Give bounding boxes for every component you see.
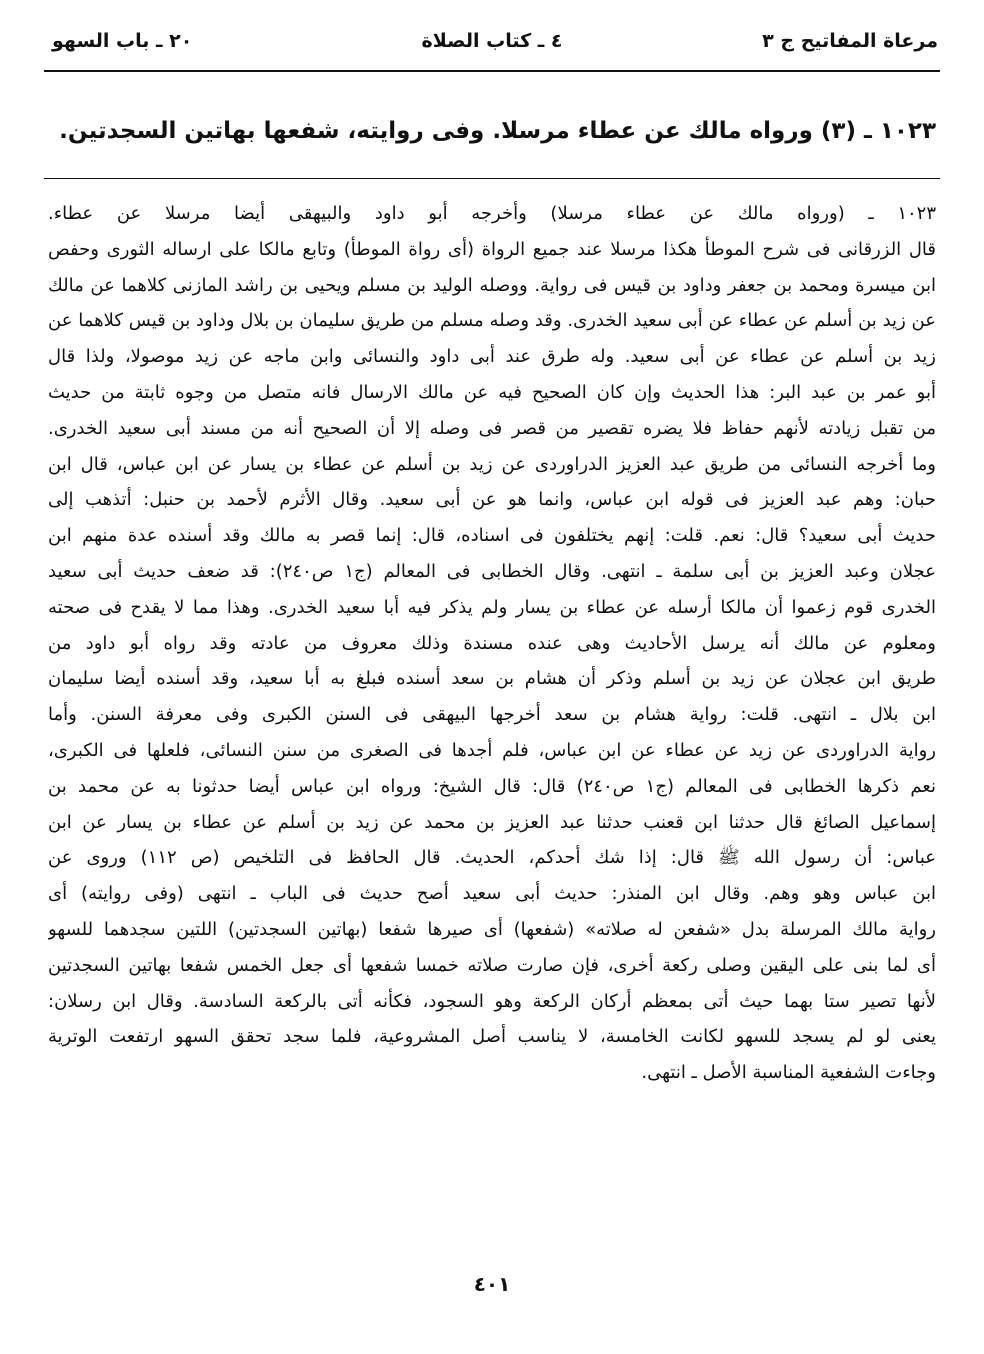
chapter-title: ٤ ـ كتاب الصلاة	[421, 30, 563, 52]
commentary-line: وما أخرجه النسائى من طريق عبد العزيز الدراوردى عن زيد بن أسلم عن عطاء بن يسار عن ابن عباس، قال ابن	[48, 453, 936, 475]
commentary-line: لأنها تصير ستا بهما حيث أتى بمعظم أركان الركعة وهو السجود، فكأنه أتى بالركعة السادسة. وقال ابن رسلان:	[48, 990, 936, 1012]
commentary-line: رواية مالك المرسلة بدل «شفعن له صلاته» (شفعها) أى صيرها شفعا (بهاتين السجدتين) اللتين سجدهما للسهو	[48, 918, 936, 940]
hadith-separator	[44, 178, 940, 179]
hadith-text: ١٠٢٣ ـ (٣) ورواه مالك عن عطاء مرسلا. وفى روايته، شفعها بهاتين السجدتين.	[59, 118, 936, 144]
commentary-line: أى لما بنى على اليقين وصلى ركعة أخرى، فإن صارت صلاته خمسا شفعها أى جعل الخمس شفعا بهاتين السجدتين	[48, 954, 936, 976]
commentary-line: ابن عباس وهو وهم. وقال ابن المنذر: حديث أبى سعيد أصح حديث فى الباب ـ انتهى (وفى روايته) أى	[48, 883, 936, 905]
commentary-line: من تقبل زيادته لأنهم حفاظ فلا يضره تقصير من قصر فى وصله إلا أن الصحيح أنه من مسند أبى سعيد الخدرى.	[48, 417, 936, 439]
commentary-line: طريق ابن عجلان عن زيد بن أسلم وذكر أن هشام بن سعد أسنده فبلغ به أبا سعيد، وقد أسنده أيضا سليمان	[48, 668, 936, 690]
book-page	[44, 18, 940, 1338]
commentary-line: نعم ذكرها الخطابى فى المعالم (ج١ ص٢٤٠) قال: قال الشيخ: ورواه ابن عباس أيضا حدثونا به عن محمد بن	[48, 775, 936, 797]
commentary-line: ومعلوم عن مالك أنه يرسل الأحاديث وهى عنده مسندة وذلك معروف من عادته وقد رواه أبو داود من	[48, 632, 936, 654]
commentary-line: حبان: وهم عبد العزيز فى قوله ابن عباس، وانما هو عن أبى سعيد. وقال الأثرم لأحمد بن حنبل: أتذهب إلى	[48, 489, 936, 511]
commentary-line: زيد بن أسلم عن عطاء عن أبى سعيد. وله طرق عند أبى داود والنسائى وابن ماجه عن زيد موصولا، ولذا قال	[48, 346, 936, 368]
commentary-line: قال الزرقانى فى شرح الموطأ هكذا مرسلا عند جميع الرواة (أى رواة الموطأ) وتابع مالكا على ارساله الثورى وحفص	[48, 238, 936, 260]
commentary-line: الخدرى قوم زعموا أن مالكا أرسله عن عطاء بن يسار ولم يذكر فيه أبا سعيد الخدرى. وهذا مما لا يقدح فى صحته	[48, 596, 936, 618]
commentary-line: عجلان وعبد العزيز بن أبى سلمة ـ انتهى. وقال الخطابى فى المعالم (ج١ ص٢٤٠): قد ضعف حديث أبى سعيد	[48, 560, 936, 582]
commentary-line: وجاءت الشفعية المناسبة الأصل ـ انتهى.	[641, 1062, 936, 1084]
page-header	[44, 18, 940, 60]
book-title: مرعاة المفاتيح ج ٣	[762, 30, 938, 52]
commentary-line: رواية الدراوردى عن زيد عن عطاء عن ابن عباس، فلم أجدها فى الصغرى من سنن النسائى، فلعلها فى الكبرى،	[48, 739, 936, 761]
commentary-line: يعنى لو لم يسجد للسهو لكانت الخامسة، لا يناسب أصل المشروعية، فلما سجد تحقق السهو ارتفعت الوترية	[48, 1026, 936, 1048]
commentary-line: حديث أبى سعيد؟ قال: نعم. قلت: إنهم يختلفون فى اسناده، قال: إنما قصر به مالك وقد أسنده عدة منهم ابن	[48, 525, 936, 547]
header-rule	[44, 70, 940, 72]
commentary-line: أبو عمر بن عبد البر: هذا الحديث وإن كان الصحيح فيه عن مالك الارسال فانه متصل من وجوه ثابتة من حديث	[48, 381, 936, 403]
commentary-line: ١٠٢٣ ـ (ورواه مالك عن عطاء مرسلا) وأخرجه أبو داود والبيهقى أيضا مرسلا عن عطاء.	[48, 203, 936, 224]
section-title: ٢٠ ـ باب السهو	[52, 30, 193, 52]
commentary	[48, 196, 936, 1091]
page-number: ٤٠١	[473, 1272, 511, 1296]
commentary-line: عن زيد بن أسلم عن عطاء عن أبى سعيد الخدرى. وقد وصله مسلم من طريق سليمان بن بلال وداود بن قيس كلاهما عن	[48, 310, 936, 332]
commentary-line: ابن ميسرة ومحمد بن جعفر وداود بن قيس فى رواية. ووصله الوليد بن مسلم ويحيى بن راشد المازنى كلاهما عن مالك	[48, 274, 936, 296]
commentary-line: عباس: أن رسول الله ﷺ قال: إذا شك أحدكم، الحديث. قال الحافظ فى التلخيص (ص ١١٢) وروى عن	[48, 847, 936, 869]
commentary-line: إسماعيل الصائغ قال حدثنا ابن قعنب حدثنا عبد العزيز بن محمد عن زيد بن أسلم عن عطاء بن يسار عن ابن	[48, 811, 936, 833]
commentary-line: ابن بلال ـ انتهى. قلت: رواية هشام بن سعد أخرجها البيهقى فى السنن الكبرى وفى معرفة السنن. وأما	[48, 704, 936, 726]
